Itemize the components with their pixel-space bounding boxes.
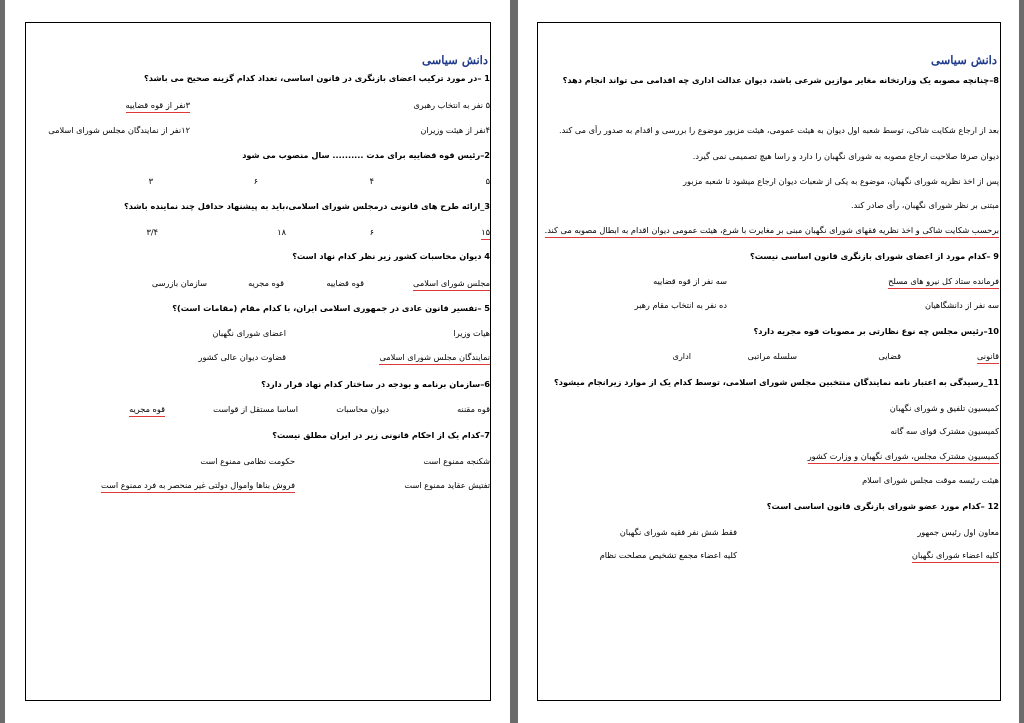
option: ۱۲نفر از نمایندگان مجلس شورای اسلامی: [48, 125, 190, 135]
option: دیوان محاسبات: [336, 404, 389, 414]
option-correct: فروش بناها واموال دولتی غیر منحصر به فرد ممنوع است: [101, 480, 295, 493]
option: هیات وزیرا: [453, 328, 490, 338]
option: مبتنی بر نظر شورای نگهبان، رأی صادر کند.: [850, 200, 999, 210]
option: قضایی: [878, 351, 901, 361]
option: ۶: [369, 227, 374, 237]
question-5: 5 –تفسیر قانون عادی در جمهوری اسلامی ایران، با کدام مقام (مقامات است)؟: [172, 303, 490, 313]
question-9: 9 –کدام مورد از اعضای شورای بازنگری قانون اساسی نیست؟: [750, 251, 999, 261]
option-correct: فرمانده ستاد کل نیرو های مسلح: [888, 276, 999, 289]
option: شکنجه ممنوع است: [423, 456, 490, 466]
question-7: 7–کدام یک از احکام قانونی زیر در ایران مطلق نیست؟: [272, 430, 490, 440]
option: ۱۸: [277, 227, 286, 237]
option: پس از اخذ نظریه شورای نگهبان، موضوع به یکی از شعبات دیوان ارجاع میشود تا شعبه مزبور: [683, 176, 999, 186]
option: سازمان بازرسی: [151, 278, 207, 288]
option: اساسا مستقل از قواست: [213, 404, 298, 414]
option-correct: نمایندگان مجلس شورای اسلامی: [379, 352, 490, 365]
option: اداری: [672, 351, 691, 361]
question-6: 6–سازمان برنامه و بودجه در ساختار کدام نهاد قرار دارد؟: [261, 379, 490, 389]
option: کمیسیون مشترک قوای سه گانه: [890, 426, 999, 436]
page-title: دانش سیاسی: [421, 53, 488, 67]
question-2: 2–رئیس قوه قضاییه برای مدت .......... سال منصوب می شود: [242, 150, 490, 160]
option: قوه مجریه: [248, 278, 284, 288]
question-8: 8–چنانچه مصوبه یک وزارتخانه مغایر موازین شرعی باشد، دیوان عدالت اداری چه اقدامی می تواند انجام دهد؟: [562, 75, 999, 85]
option: معاون اول رئیس جمهور: [917, 527, 999, 537]
option: سلسله مراتبی: [747, 351, 797, 361]
option-correct: کلیه اعضاء شورای نگهبان: [912, 550, 999, 563]
option: ۵ نفر به انتخاب رهبری: [413, 100, 490, 110]
option: ده نفر به انتخاب مقام رهبر: [634, 300, 727, 310]
question-12: 12 –کدام مورد عضو شورای بازنگری قانون اساسی است؟: [766, 501, 999, 511]
option: ۴نفر از هیئت وزیران: [420, 125, 490, 135]
question-1: 1 –در مورد ترکیب اعضای بازنگری در قانون اساسی، تعداد کدام گزینه صحیح می باشد؟: [144, 73, 490, 83]
document-page-left: [5, 0, 510, 723]
option: کلیه اعضاء مجمع تشخیص مصلحت نظام: [599, 550, 737, 560]
option-correct: مجلس شورای اسلامی: [413, 278, 490, 291]
viewer-gutter-right: [1019, 0, 1024, 723]
option: ۳/۴: [146, 227, 158, 237]
question-3: 3_ارائه طرح های قانونی درمجلس شورای اسلامی،باید به پیشنهاد حداقل چند نماینده باشد؟: [123, 201, 490, 211]
question-4: 4 دیوان محاسبات کشور زیر نظر کدام نهاد است؟: [292, 251, 490, 261]
option: تفتیش عقاید ممنوع است: [404, 480, 490, 490]
option: قضاوت دیوان عالی کشور: [198, 352, 286, 362]
option-correct: کمیسیون مشترک مجلس، شورای نگهبان و وزارت کشور: [808, 451, 999, 464]
option: حکومت نظامی ممنوع است: [200, 456, 295, 466]
option-correct: برحسب شکایت شاکی و اخذ نظریه فقهای شورای نگهبان مبنی بر مغایرت با شرع، هیئت عمومی دیوان اقدام به ابطال مصوبه می کند.: [545, 225, 999, 238]
option: ۳: [148, 176, 153, 186]
question-11: 11_رسیدگی به اعتبار نامه نمایندگان منتخبین مجلس شورای اسلامی، توسط کدام یک از موارد زیرانجام میشود؟: [554, 377, 999, 387]
option: فقط شش نفر فقیه شورای نگهبان: [619, 527, 737, 537]
option: بعد از ارجاع شکایت شاکی، توسط شعبه اول دیوان به هیئت عمومی، هیئت مزبور موضوع را بررسی و اقدام به صدور رأی می کند.: [558, 125, 999, 135]
option: قوه قضاییه: [326, 278, 364, 288]
option-correct: قوه مجریه: [129, 404, 165, 417]
document-page-right: [518, 0, 1019, 723]
page-title: دانش سیاسی: [930, 53, 997, 67]
viewer-gutter-middle: [510, 0, 518, 723]
option: اعضای شورای نگهبان: [212, 328, 286, 338]
option: ۵: [485, 176, 490, 186]
option: هیئت رئیسه موقت مجلس شورای اسلام: [862, 475, 999, 485]
option: ۶: [253, 176, 258, 186]
option: ۴: [369, 176, 374, 186]
option: کمیسیون تلفیق و شورای نگهبان: [889, 403, 999, 413]
option-correct: قانونی: [977, 351, 999, 364]
option: سه نفر از قوه قضاییه: [653, 276, 727, 286]
option-correct: ۱۵: [481, 227, 490, 240]
option: سه نفر از دانشگاهیان: [924, 300, 999, 310]
option: قوه مقننه: [457, 404, 490, 414]
question-10: 10–رئیس مجلس چه نوع نظارتی بر مصوبات قوه مجریه دارد؟: [753, 326, 999, 336]
option: دیوان صرفا صلاحیت ارجاع مصوبه به شورای نگهبان را دارد و راسا هیچ تصمیمی نمی گیرد.: [692, 151, 999, 161]
option-correct: ۳نفر از قوه قضاییه: [126, 100, 190, 113]
